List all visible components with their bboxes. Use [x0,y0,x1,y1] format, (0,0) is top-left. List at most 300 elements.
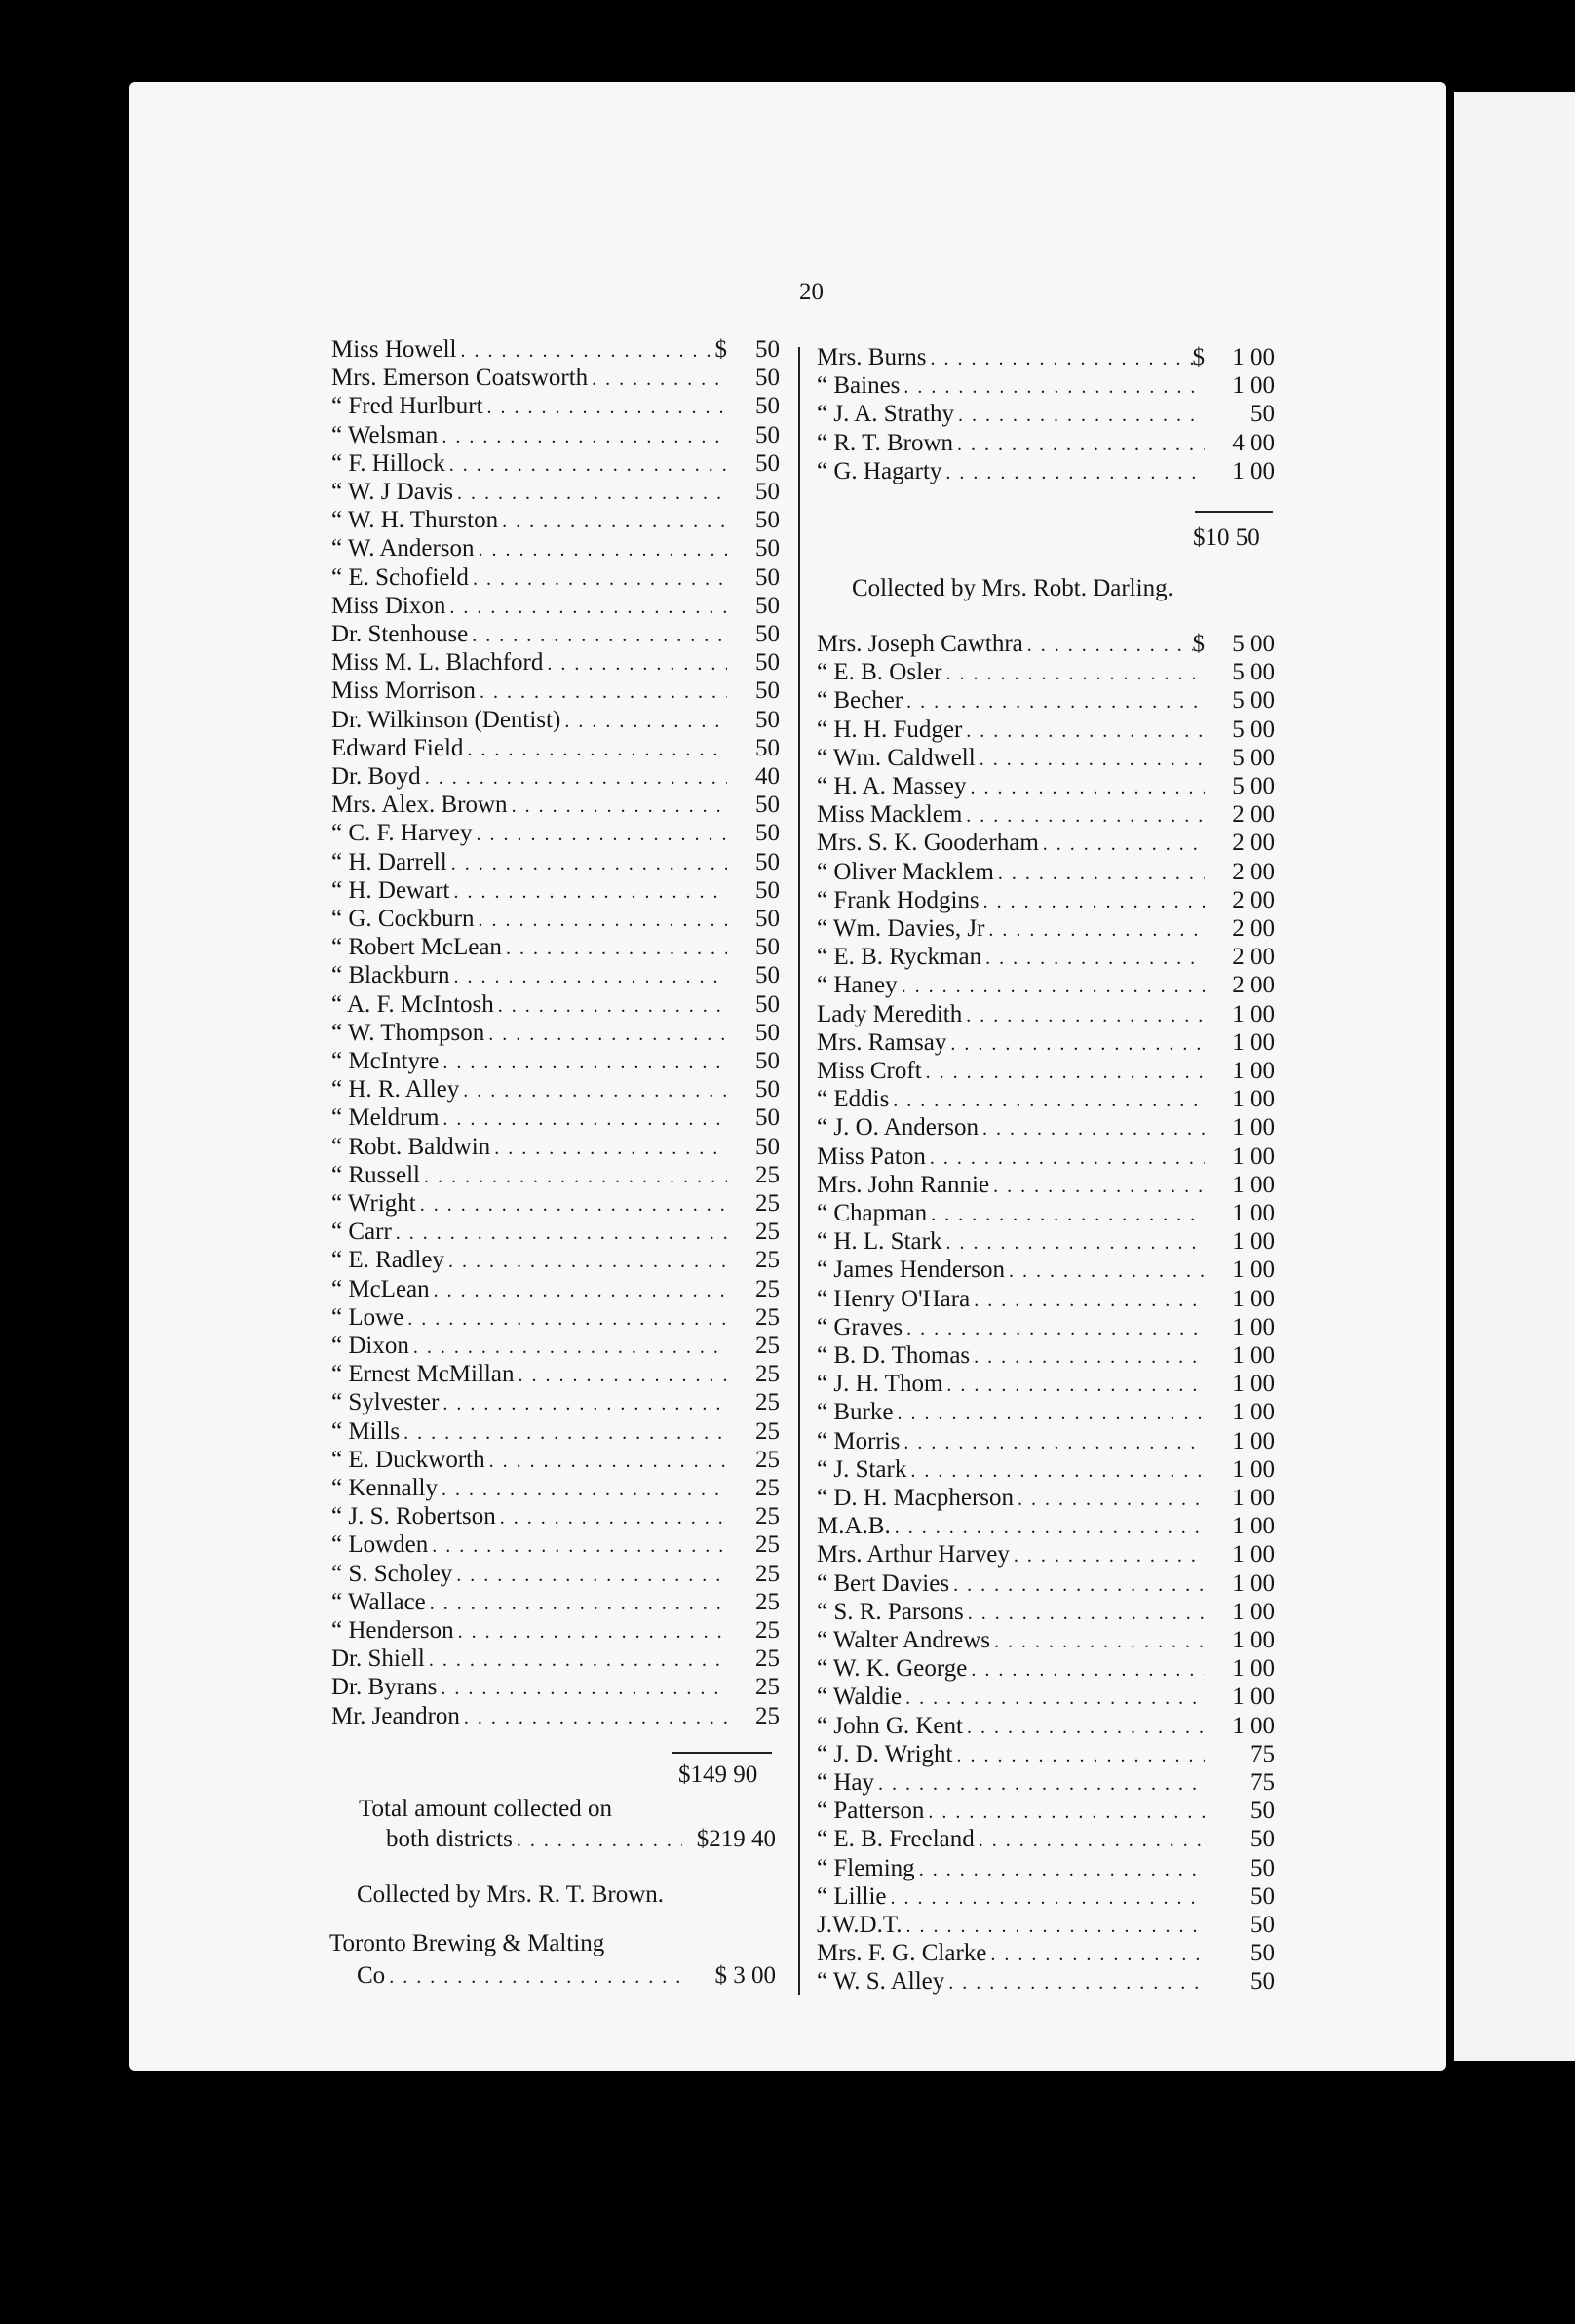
entry-row [331,1047,780,1077]
entry-row [817,1427,1275,1457]
entry-amount: 50 [755,479,780,505]
dollar-sign: $ [714,336,727,363]
entry-amount: 50 [755,592,780,619]
entry-name: “ Fred Hurlburt [331,393,483,420]
entry-name: J.W.D.T. [817,1912,903,1938]
entry-name: “ Wallace [331,1588,426,1615]
leader-dots [874,1770,1205,1799]
entry-name: “ W. H. Thurston [331,507,499,534]
leader-dots [460,1704,727,1732]
entry-row [817,1000,1275,1030]
entry-row [331,905,780,935]
entry-name: “ W. S. Alley [817,1968,945,1995]
entry-amount: 1 00 [1232,1598,1275,1625]
leader-dots [439,1049,727,1077]
entry-amount: 25 [755,1333,780,1359]
entry-amount: 50 [1250,1798,1275,1825]
leader-dots [543,650,727,678]
total-line-2: both districts [386,1826,513,1852]
leader-dots [902,1685,1205,1713]
entry-amount: 25 [755,1219,780,1246]
entry-row [331,1275,780,1305]
entry-name: “ Welsman [331,421,439,448]
entry-amount: 25 [755,1275,780,1302]
entry-row [817,1768,1275,1799]
entry-row [817,716,1275,746]
entry-name: “ McIntyre [331,1048,440,1074]
dollar-sign: $ [1192,344,1205,370]
entry-name: “ Meldrum [331,1104,440,1132]
entry-name: “ Waldie [817,1684,903,1711]
entry-row [331,620,780,650]
entry-row [817,400,1275,430]
entry-row [817,1626,1275,1656]
entry-amount: 50 [755,336,780,363]
entry-row [331,1446,780,1476]
leader-dots [953,431,1205,459]
leader-dots [941,459,1205,487]
entry-row [331,1588,780,1618]
entry-amount: 25 [755,1361,780,1388]
entry-amount: 1 00 [1232,1684,1275,1711]
leader-dots [1005,1258,1205,1286]
entry-name: “ Lillie [817,1882,887,1910]
entry-row [331,1645,780,1675]
leader-dots [891,1514,1205,1542]
entry-amount: 25 [755,1190,780,1217]
leader-dots [484,1021,727,1049]
entry-amount: 1 00 [1232,1455,1275,1483]
leader-dots [949,1571,1205,1600]
entry-name: “ E. B. Ryckman [817,944,982,971]
entry-name: Miss Dixon [331,592,446,619]
entry-name: “ B. D. Thomas [817,1342,971,1369]
entry-amount: 1 00 [1232,1541,1275,1569]
entry-amount: 5 00 [1232,659,1275,686]
leader-dots [900,373,1205,402]
entry-amount: 50 [755,734,780,761]
entry-row [331,592,780,622]
entry-row [331,1189,780,1220]
entry-name: “ Walter Andrews [817,1627,991,1653]
leader-dots [416,1191,727,1220]
brewing-entry-amount: $ 3 00 [714,1962,776,1989]
entry-amount: 50 [755,906,780,932]
entry-amount: 50 [755,678,780,705]
brewing-entry-line-1: Toronto Brewing & Malting [329,1930,605,1956]
entry-row [331,648,780,678]
leader-dots [409,1334,727,1362]
entry-name: “ D. H. Macpherson [817,1485,1015,1511]
leader-dots [903,688,1205,717]
entry-amount: 1 00 [1232,1342,1275,1369]
entry-amount: 1 00 [1232,1569,1275,1597]
entry-amount: 25 [755,1588,780,1615]
entry-amount: 2 00 [1232,944,1275,971]
leader-dots [963,1714,1205,1742]
entry-name: “ S. R. Parsons [817,1598,964,1625]
entry-row [331,819,780,849]
entry-row [331,478,780,508]
entry-name: “ H. A. Massey [817,773,967,799]
entry-row [331,961,780,991]
leader-dots [893,1400,1205,1428]
entry-name: “ C. F. Harvey [331,820,473,847]
leader-dots [438,1476,727,1504]
leader-dots [953,1742,1206,1770]
entry-row [817,858,1275,888]
entry-name: “ Hay [817,1769,874,1796]
leader-dots [964,1600,1205,1628]
entry-name: M.A.B. [817,1513,891,1540]
entry-name: “ J. Stark [817,1455,907,1483]
entry-name: “ W. K. George [817,1655,968,1683]
leader-dots [962,717,1205,746]
entry-row [817,886,1275,916]
leader-dots [994,860,1205,888]
entry-amount: 25 [755,1475,780,1501]
entry-name: “ Graves [817,1313,903,1340]
leader-dots [898,973,1205,1001]
entry-amount: 25 [755,1560,780,1587]
entry-amount: 5 00 [1232,744,1275,771]
entry-name: “ E. Duckworth [331,1446,485,1473]
leader-dots [941,660,1205,688]
entry-amount: 50 [755,990,780,1018]
entry-name: “ H. R. Alley [331,1076,460,1104]
entry-name: Dr. Boyd [331,763,421,790]
entry-amount: 50 [755,820,780,847]
entry-row [817,1911,1275,1941]
leader-dots [903,1315,1205,1343]
entry-row [817,1654,1275,1685]
entry-name: “ Lowe [331,1303,404,1331]
entry-row [817,1825,1275,1855]
entry-amount: 1 00 [1232,1143,1275,1170]
entry-row [817,1512,1275,1542]
leader-dots [944,1969,1205,1997]
leader-dots [560,708,727,736]
entry-row [817,1171,1275,1201]
entry-row [331,1161,780,1191]
entry-name: “ Sylvester [331,1389,440,1416]
leader-dots [588,366,727,394]
dollar-sign: $ [1192,631,1205,657]
entry-row [817,658,1275,688]
leader-dots [990,1628,1205,1656]
entry-row [817,1455,1275,1486]
entry-name: “ E. B. Freeland [817,1826,975,1853]
entry-row [331,534,780,564]
entry-name: “ E. Schofield [331,563,469,591]
entry-row [817,1085,1275,1115]
entry-amount: 1 00 [1232,1371,1275,1398]
entry-amount: 50 [755,393,780,420]
leader-dots [927,1201,1205,1229]
entry-name: “ Wright [331,1190,416,1217]
entry-name: Dr. Stenhouse [331,621,469,647]
entry-name: Miss Morrison [331,678,476,705]
leader-dots [403,1305,727,1334]
entry-name: “ Henderson [331,1617,454,1644]
entry-row [817,800,1275,831]
leader-dots [447,850,727,878]
entry-name: “ Russell [331,1161,420,1188]
entry-row [817,371,1275,402]
entry-amount: 1 00 [1232,1058,1275,1084]
leader-dots [468,622,727,650]
entry-row [817,772,1275,802]
entry-name: “ Robt. Baldwin [331,1133,491,1160]
leader-dots [508,793,727,821]
entry-amount: 1 00 [1232,1399,1275,1426]
entry-row [331,848,780,878]
entry-row [817,1854,1275,1884]
entry-row [331,876,780,907]
leader-dots [483,394,727,422]
entry-row [817,829,1275,859]
entry-row [817,1740,1275,1770]
entry-amount: 1 00 [1232,457,1275,484]
leader-dots [900,1429,1205,1457]
entry-row [331,791,780,821]
entry-row [331,1474,780,1504]
leader-dots [980,888,1205,916]
entry-name: Mr. Jeandron [331,1702,460,1729]
entry-amount: 50 [755,649,780,677]
leader-dots [979,1115,1205,1143]
leader-dots [889,1087,1205,1115]
entry-amount: 2 00 [1232,858,1275,885]
total-line-1: Total amount collected on [359,1796,612,1822]
entry-row [817,1484,1275,1514]
entry-amount: 25 [755,1247,780,1274]
entry-amount: 25 [755,1617,780,1644]
leader-dots [970,1287,1205,1315]
entry-name: “ Wm. Davies, Jr [817,915,985,942]
leader-dots [452,1562,727,1590]
entry-amount: 1 00 [1232,1627,1275,1653]
leader-dots [1010,1542,1205,1570]
entry-row [331,1388,780,1418]
entry-name: “ S. Scholey [331,1560,453,1587]
entry-amount: 50 [755,792,780,819]
entry-name: “ Robert McLean [331,934,502,961]
entry-amount: 50 [1250,1882,1275,1910]
entry-amount: 50 [755,1133,780,1160]
leader-dots [924,1799,1205,1827]
entry-amount: 50 [755,1104,780,1132]
entry-row [331,392,780,422]
entry-amount: 1 00 [1232,1000,1275,1027]
entry-row [331,933,780,963]
leader-dots [426,1590,727,1618]
entry-row [331,421,780,451]
entry-amount: 2 00 [1232,886,1275,913]
leader-dots [392,1220,727,1248]
entry-amount: 5 00 [1232,687,1275,715]
entry-name: “ Wm. Caldwell [817,744,976,771]
brewing-entry-row [357,1961,776,1992]
entry-amount: 25 [755,1702,780,1729]
entry-amount: 1 00 [1232,1655,1275,1683]
entry-amount: 50 [1250,1826,1275,1853]
entry-row [331,1019,780,1049]
leader-dots [986,1941,1205,1969]
entry-row [331,734,780,764]
entry-amount: 1 00 [1232,1228,1275,1256]
entry-row [331,1417,780,1448]
leader-dots [962,1002,1205,1030]
entry-row [331,1702,780,1732]
entry-row [331,364,780,394]
entry-row [817,1285,1275,1315]
entry-name: Edward Field [331,734,464,761]
entry-amount: 50 [1250,1912,1275,1938]
entry-amount: 1 00 [1232,1200,1275,1226]
entry-row [817,744,1275,774]
entry-name: Mrs. S. K. Gooderham [817,830,1039,857]
entry-name: “ Oliver Macklem [817,858,994,885]
entry-amount: 1 00 [1232,1257,1275,1284]
entry-name: “ Baines [817,372,901,400]
entry-name: “ J. D. Wright [817,1740,953,1767]
entry-amount: 1 00 [1232,372,1275,400]
entry-name: “ Frank Hodgins [817,886,980,913]
entry-amount: 2 00 [1232,972,1275,999]
entry-name: “ A. F. McIntosh [331,990,494,1018]
entry-row [817,1939,1275,1969]
entry-amount: 50 [755,1048,780,1074]
entry-amount: 1 00 [1232,1114,1275,1142]
entry-name: “ Blackburn [331,962,450,989]
entry-name: Mrs. F. G. Clarke [817,1940,987,1967]
entry-amount: 50 [755,507,780,534]
entry-name: “ Becher [817,687,903,715]
entry-amount: 25 [755,1417,780,1445]
column-divider [798,347,800,1995]
leader-dots [976,746,1205,774]
leader-dots [425,1646,727,1675]
entry-row [331,762,780,793]
leader-dots [456,337,714,366]
entry-amount: 50 [755,421,780,448]
entry-name: Dr. Shiell [331,1646,425,1673]
entry-amount: 25 [755,1303,780,1331]
leader-dots [439,1105,727,1134]
leader-dots [906,1457,1205,1486]
entry-amount: 50 [755,563,780,591]
entry-row [817,1113,1275,1143]
entry-row [331,1104,780,1134]
entry-name: “ McLean [331,1275,430,1302]
collected-by-darling-heading: Collected by Mrs. Robt. Darling. [852,575,1173,601]
entry-name: Miss Howell [331,336,457,363]
leader-dots [927,345,1193,373]
entry-row [331,1246,780,1276]
entry-row [817,1598,1275,1628]
entry-row [817,686,1275,717]
entry-name: “ Bert Davies [817,1569,950,1597]
leader-dots [514,1362,727,1390]
leader-dots [454,1618,727,1646]
entry-row [817,1540,1275,1570]
entry-row [817,943,1275,973]
entry-amount: 50 [755,706,780,733]
entry-row [331,1303,780,1334]
entry-row [817,1712,1275,1742]
entry-name: Miss Macklem [817,801,963,829]
leader-dots [922,1059,1205,1087]
entry-amount: 1 00 [1232,1513,1275,1540]
entry-row [817,1199,1275,1229]
leader-dots [400,1419,727,1448]
leader-dots [437,1675,727,1703]
leader-dots [438,423,727,451]
entry-name: “ Carr [331,1219,392,1246]
entry-name: “ Patterson [817,1798,925,1825]
entry-amount: 1 00 [1232,1028,1275,1056]
entry-row [331,1502,780,1532]
entry-amount: 25 [755,1389,780,1416]
entry-amount: 50 [755,934,780,961]
leader-dots [469,565,727,594]
leader-dots [941,1229,1205,1258]
entry-row [331,1673,780,1703]
entry-row [331,1360,780,1390]
group1-total: $10 50 [1193,524,1260,551]
entry-name: Mrs. Burns [817,344,927,370]
entry-row [817,1143,1275,1173]
entry-name: “ W. J Davis [331,479,453,505]
entry-row [817,1256,1275,1286]
entry-row [817,630,1275,660]
entry-amount: 1 00 [1232,1427,1275,1454]
entry-name: “ Kennally [331,1475,438,1501]
grand-total: $219 40 [696,1826,776,1852]
leader-dots [428,1532,727,1561]
entry-amount: 25 [755,1531,780,1559]
entry-amount: 25 [755,1646,780,1673]
entry-name: “ Mills [331,1417,401,1445]
leader-dots [513,1827,682,1855]
leader-dots [459,1077,727,1105]
entry-name: “ Fleming [817,1854,915,1881]
subtotal-rule [672,1752,772,1754]
entry-row [331,1616,780,1646]
entry-name: Miss Paton [817,1143,926,1170]
entry-row [331,1332,780,1362]
entry-amount: 1 00 [1232,1086,1275,1113]
entry-row [331,1530,780,1561]
entry-row [817,1882,1275,1913]
leader-dots [496,1504,727,1532]
entry-name: “ W. Thompson [331,1019,485,1046]
leader-dots [453,480,727,508]
leader-dots [962,802,1205,831]
entry-amount: 50 [1250,401,1275,428]
entry-row [331,1218,780,1248]
entry-row [817,1967,1275,1997]
entry-name: “ J. A. Strathy [817,401,954,428]
entry-amount: 25 [755,1503,780,1530]
entry-row [817,1227,1275,1258]
entry-amount: 50 [1250,1940,1275,1967]
entry-name: Mrs. Emerson Coatsworth [331,365,589,392]
entry-row [817,343,1275,373]
entry-amount: 1 00 [1232,1285,1275,1312]
entry-name: “ H. H. Fudger [817,716,963,743]
